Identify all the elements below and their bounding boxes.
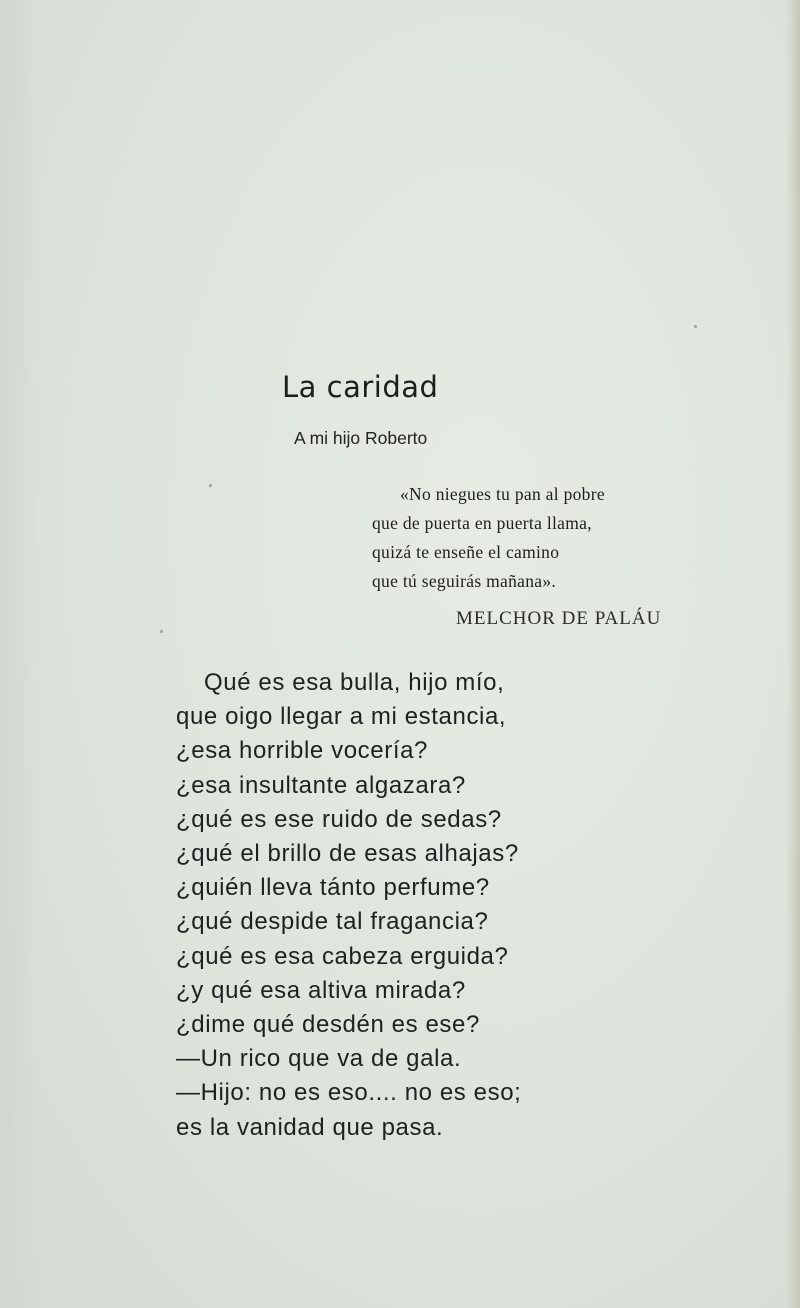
epigraph-author: MELCHOR DE PALÁU [456,608,662,629]
poem-line: que oigo llegar a mi estancia, [176,703,507,731]
poem-line: ¿esa insultante algazara? [176,771,466,799]
poem-body [176,666,521,1145]
paper-speck [694,325,697,328]
epigraph [372,480,605,596]
paper-speck [209,484,212,487]
epigraph-line: que tú seguirás mañana». [372,571,557,591]
epigraph-line: quizá te enseñe el camino [372,542,560,562]
poem-line: ¿qué es ese ruido de sedas? [176,805,502,833]
poem-line: Qué es esa bulla, hijo mío, [204,669,505,696]
poem-line: ¿y qué esa altiva mirada? [176,976,466,1004]
poem-line: —Hijo: no es eso.... no es eso; [176,1079,522,1107]
poem-line: ¿qué el brillo de esas alhajas? [176,840,519,868]
poem-line: ¿qué despide tal fragancia? [176,908,489,936]
poem-line: es la vanidad que pasa. [176,1113,444,1141]
poem-line: ¿qué es esa cabeza erguida? [176,942,509,970]
poem-line: ¿quién lleva tánto perfume? [176,874,490,902]
paper-speck [160,630,163,633]
poem-line: ¿dime qué desdén es ese? [176,1011,480,1039]
epigraph-line: «No niegues tu pan al pobre [400,484,605,504]
epigraph-line: que de puerta en puerta llama, [372,513,592,533]
poem-line: ¿esa horrible vocería? [176,737,428,765]
poem-line: —Un rico que va de gala. [176,1045,462,1073]
dedication: A mi hijo Roberto [294,428,428,448]
poem-title: La caridad [282,370,439,404]
page-left-shadow [0,0,40,1308]
page-right-edge [786,0,800,1308]
